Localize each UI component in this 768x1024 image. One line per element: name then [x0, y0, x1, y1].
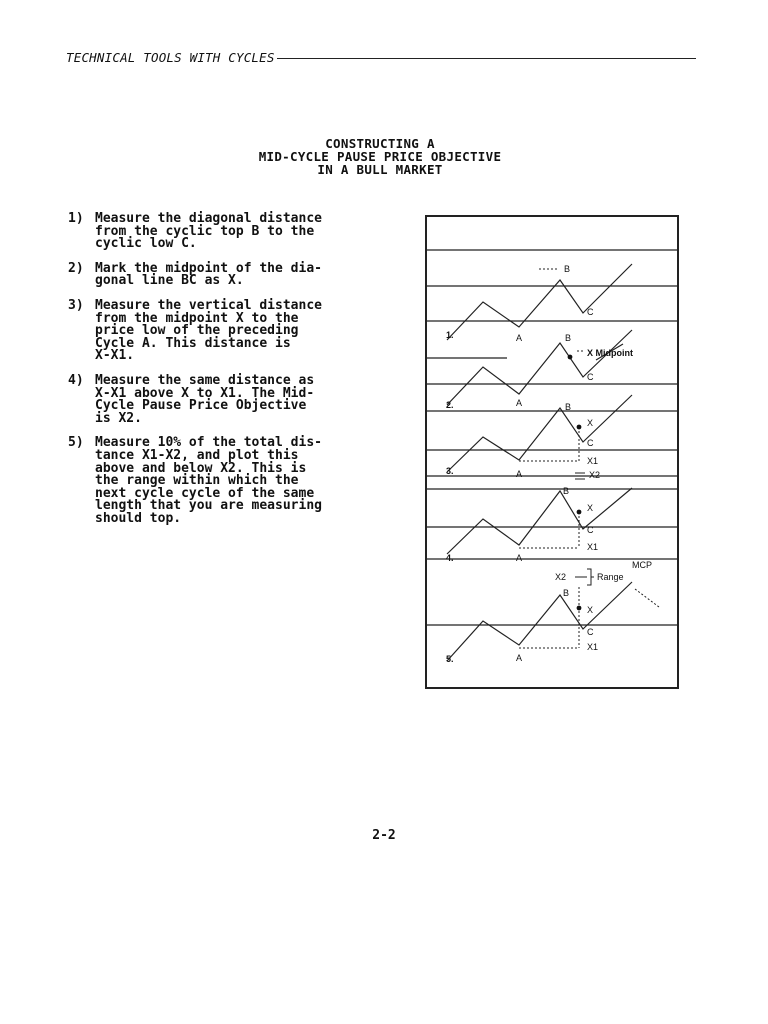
step-text: Measure 10% of the total dis- tance X1-X2, and plot this above and below X2. This is the range within which the next cycle cycle of the same length that you are measuring should top. — [95, 435, 322, 526]
label-a: A — [516, 333, 523, 343]
cycle-diagram — [425, 215, 679, 689]
label-c: C — [587, 307, 594, 317]
label-b: B — [565, 402, 572, 412]
label-x1: X1 — [587, 456, 599, 466]
label-c: C — [587, 438, 594, 448]
step-text: Mark the midpoint of the dia- gonal line BC as X. — [95, 260, 322, 289]
step-text: Measure the same distance as X-X1 above X to X1. The Mid- Cycle Pause Price Objective is X2. — [95, 372, 315, 426]
section-title-line-2: MID-CYCLE PAUSE PRICE OBJECTIVE — [258, 149, 502, 164]
label-x: X — [587, 605, 594, 615]
label-range: Range — [597, 572, 624, 582]
label-b: B — [564, 264, 571, 274]
panel-number: 1. — [446, 330, 454, 340]
label-x1: X1 — [587, 542, 599, 552]
steps-list — [68, 213, 368, 537]
label-a: A — [516, 653, 523, 663]
section-title — [180, 137, 580, 176]
label-x2: X2 — [589, 470, 601, 480]
step-text: Measure the vertical distance from the midpoint X to the price low of the preceding Cycle A. This distance is X-X1. — [95, 297, 322, 364]
label-b: B — [563, 588, 570, 598]
panel-number: 3. — [446, 466, 454, 476]
label-a: A — [516, 469, 523, 479]
panel-number: 4. — [446, 553, 454, 563]
label-x: X — [587, 418, 594, 428]
label-c: C — [587, 627, 594, 637]
cycle-diagram-svg — [427, 217, 677, 687]
section-title-line-3: IN A BULL MARKET — [317, 162, 443, 177]
step-3 — [68, 297, 368, 364]
section-title-line-1: CONSTRUCTING A — [325, 136, 435, 151]
page-number: 2-2 — [372, 828, 396, 843]
step-number: 5) — [68, 435, 84, 451]
step-number: 1) — [68, 211, 84, 226]
step-1 — [68, 213, 368, 251]
running-header — [66, 50, 696, 66]
label-x2: X2 — [555, 572, 567, 582]
label-c: C — [587, 525, 594, 535]
step-number: 4) — [68, 372, 84, 388]
step-2 — [68, 260, 368, 289]
label-b: B — [563, 486, 570, 496]
label-a: A — [516, 553, 523, 563]
label-b: B — [565, 333, 572, 343]
label-mcp: MCP — [632, 560, 652, 570]
step-5 — [68, 437, 368, 525]
label-a: A — [516, 398, 523, 408]
panel-number: 5. — [446, 654, 454, 664]
panel-number: 2. — [446, 400, 454, 410]
label-x: X — [587, 503, 594, 513]
step-4 — [68, 372, 368, 426]
step-number: 2) — [68, 260, 84, 276]
label-midpoint: X Midpoint — [587, 348, 633, 358]
running-header-title: TECHNICAL TOOLS WITH CYCLES — [66, 50, 275, 65]
step-number: 3) — [68, 297, 84, 313]
label-c: C — [587, 372, 594, 382]
label-x1: X1 — [587, 642, 599, 652]
step-text: Measure the diagonal distance from the cyclic top B to the cyclic low C. — [95, 211, 322, 252]
